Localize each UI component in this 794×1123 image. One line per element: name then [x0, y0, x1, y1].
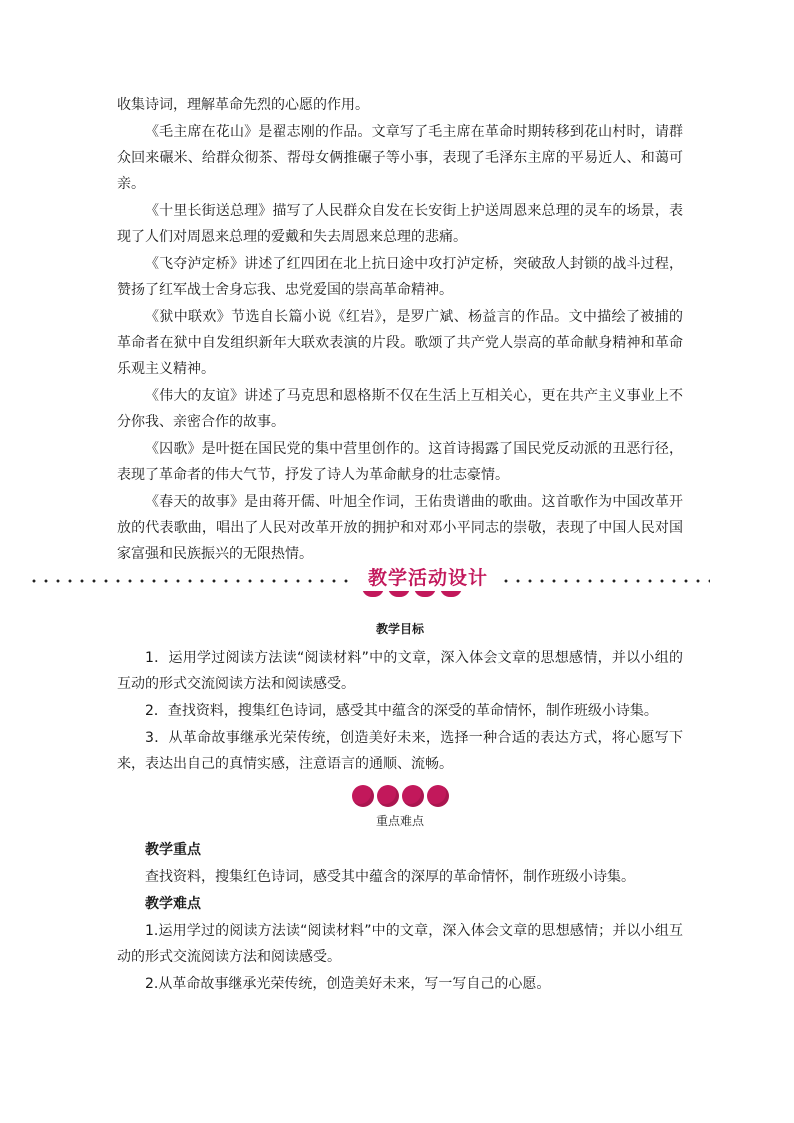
page-content [117, 92, 683, 997]
intro-paragraph-6: 《囚歌》是叶挺在国民党的集中营里创作的。这首诗揭露了国民党反动派的丑恶行径，表现了革命者的伟大气节，抒发了诗人为革命献身的壮志豪情。 [117, 441, 683, 483]
dotted-divider-right [500, 577, 710, 585]
objectives-heading: 教学目标 [375, 622, 424, 636]
difficulty-item-1: 1.运用学过的阅读方法读“阅读材料”中的文章，深入体会文章的思想感情；并以小组互动的形式交流阅读方法和阅读感受。 [117, 923, 683, 965]
focus-label: 教学重点 [145, 842, 201, 858]
section-title: 教学活动设计 [358, 565, 498, 591]
intro-paragraph-4: 《狱中联欢》节选自长篇小说《红岩》，是罗广斌、杨益言的作品。文中描绘了被捕的革命者在狱中自发组织新年大联欢表演的片段。歌颂了共产党人崇高的革命献身精神和革命乐观主义精神。 [117, 309, 683, 377]
objective-item-1: 1．运用学过阅读方法读“阅读材料”中的文章，深入体会文章的思想感情，并以小组的互动的形式交流阅读方法和阅读感受。 [117, 650, 683, 692]
intro-paragraph-0: 收集诗词，理解革命先烈的心愿的作用。 [117, 97, 369, 113]
intro-paragraph-3: 《飞夺泸定桥》讲述了红四团在北上抗日途中攻打泸定桥，突破敌人封锁的战斗过程，赞扬了红军战士舍身忘我、忠党爱国的崇高革命精神。 [117, 256, 683, 298]
difficulty-label: 教学难点 [145, 896, 201, 912]
objective-item-2: 2．查找资料，搜集红色诗词，感受其中蕴含的深受的革命情怀，制作班级小诗集。 [145, 703, 658, 719]
keypoints-heading: 重点难点 [375, 814, 424, 828]
keypoints-decoration [117, 785, 683, 807]
dotted-divider-left [28, 577, 356, 585]
objective-item-3: 3．从革命故事继承光荣传统，创造美好未来，选择一种合适的表达方式，将心愿写下来，表达出自己的真情实感，注意语言的通顺、流畅。 [117, 730, 683, 772]
focus-text: 查找资料，搜集红色诗词，感受其中蕴含的深厚的革命情怀，制作班级小诗集。 [145, 869, 635, 885]
intro-paragraph-1: 《毛主席在花山》是翟志刚的作品。文章写了毛主席在革命时期转移到花山村时，请群众回来碾米、给群众彻茶、帮母女俩推碾子等小事，表现了毛泽东主席的平易近人、和蔼可亲。 [117, 124, 683, 192]
difficulty-item-2: 2.从革命故事继承光荣传统，创造美好未来，写一写自己的心愿。 [145, 976, 551, 992]
intro-paragraph-5: 《伟大的友谊》讲述了马克思和恩格斯不仅在生活上互相关心，更在共产主义事业上不分你我、亲密合作的故事。 [117, 388, 683, 430]
section-banner [0, 567, 794, 623]
intro-paragraph-2: 《十里长街送总理》描写了人民群众自发在长安街上护送周恩来总理的灵车的场景，表现了人们对周恩来总理的爱戴和失去周恩来总理的悲痛。 [117, 203, 683, 245]
intro-paragraph-7: 《春天的故事》是由蒋开儒、叶旭全作词，王佑贵谱曲的歌曲。这首歌作为中国改革开放的代表歌曲，唱出了人民对改革开放的拥护和对邓小平同志的崇敬，表现了中国人民对国家富强和民族振兴的无限热情。 [117, 494, 683, 562]
